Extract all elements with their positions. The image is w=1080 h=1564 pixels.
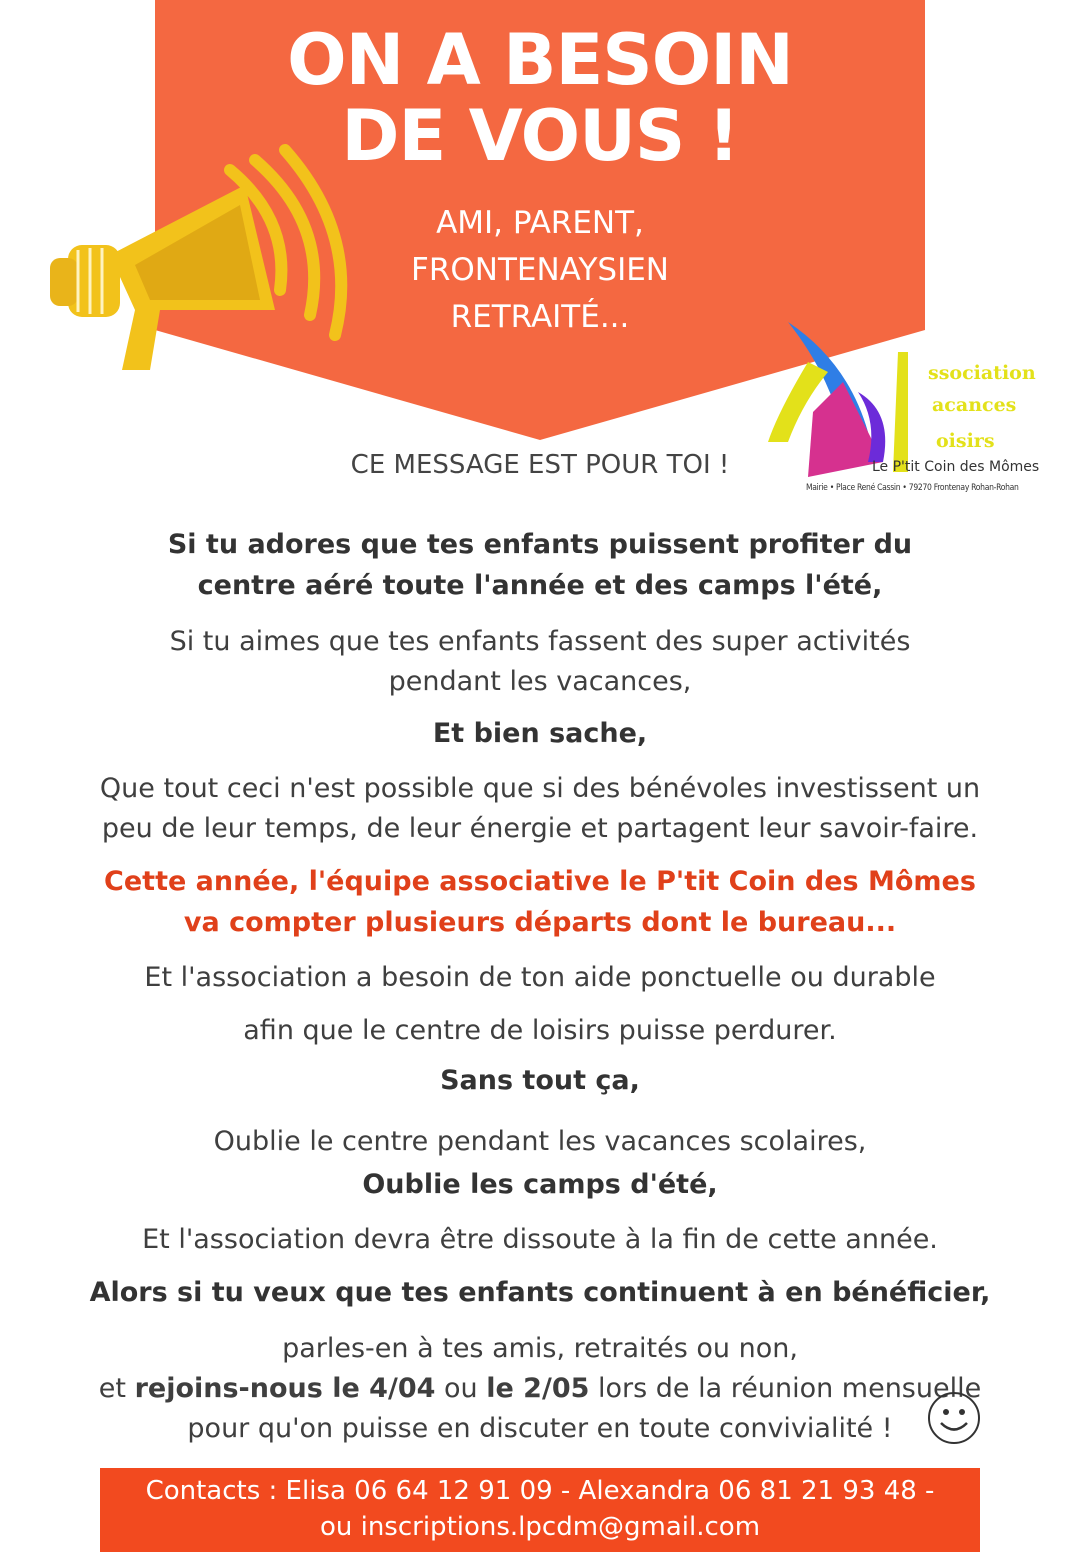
paragraph-1-line-2: centre aéré toute l'année et des camps l'été, bbox=[197, 570, 883, 601]
paragraph-2-line-2: pendant les vacances, bbox=[388, 666, 692, 697]
paragraph-2-line-1: Si tu aimes que tes enfants fassent des super activités bbox=[169, 626, 911, 657]
logo-word-vacances: acances bbox=[932, 394, 1017, 416]
logo-word-association: ssociation bbox=[928, 362, 1036, 384]
paragraph-14 bbox=[0, 1373, 1080, 1404]
paragraph-5-line-1: Cette année, l'équipe associative le P'tit Coin des Mômes bbox=[104, 866, 976, 897]
headline-line1: ON A BESOIN bbox=[287, 19, 793, 101]
paragraph-3: Et bien sache, bbox=[432, 718, 648, 749]
contact-line-1: Contacts : Elisa 06 64 12 91 09 - Alexandra 06 81 21 93 48 - bbox=[145, 1476, 935, 1506]
paragraph-1-line-1: Si tu adores que tes enfants puissent profiter du bbox=[167, 529, 913, 560]
logo-emblem bbox=[758, 322, 918, 482]
logo-address: Mairie • Place René Cassin • 79270 Frontenay Rohan-Rohan bbox=[806, 483, 1019, 493]
paragraph-5-line-2: va compter plusieurs départs dont le bureau... bbox=[183, 907, 897, 938]
smiley-icon bbox=[926, 1390, 982, 1446]
paragraph-7: afin que le centre de loisirs puisse perdurer. bbox=[243, 1015, 837, 1046]
message-line: CE MESSAGE EST POUR TOI ! bbox=[350, 450, 730, 480]
association-logo bbox=[758, 322, 1058, 500]
paragraph-8: Sans tout ça, bbox=[440, 1065, 640, 1096]
contact-line-2: ou inscriptions.lpcdm@gmail.com bbox=[319, 1512, 761, 1542]
logo-name: Le P'tit Coin des Mômes bbox=[872, 459, 1040, 475]
contact-footer bbox=[100, 1468, 980, 1552]
paragraph-14-e: lors de la réunion mensuelle bbox=[589, 1373, 982, 1404]
paragraph-15: pour qu'on puisse en discuter en toute convivialité ! bbox=[187, 1413, 893, 1444]
paragraph-12: Alors si tu veux que tes enfants continuent à en bénéficier, bbox=[89, 1277, 991, 1308]
subtitle-line2: FRONTENAYSIEN bbox=[410, 252, 669, 288]
paragraph-11: Et l'association devra être dissoute à la fin de cette année. bbox=[142, 1224, 938, 1255]
paragraph-4-line-2: peu de leur temps, de leur énergie et partagent leur savoir-faire. bbox=[101, 813, 979, 844]
meeting-date-2: le 2/05 bbox=[486, 1373, 590, 1404]
subtitle-line3: RETRAITÉ... bbox=[450, 299, 630, 335]
paragraph-6: Et l'association a besoin de ton aide ponctuelle ou durable bbox=[144, 962, 936, 993]
paragraph-14-a: et bbox=[98, 1373, 135, 1404]
paragraph-9: Oublie le centre pendant les vacances scolaires, bbox=[213, 1126, 867, 1157]
paragraph-13: parles-en à tes amis, retraités ou non, bbox=[282, 1333, 798, 1364]
meeting-date-1: rejoins-nous le 4/04 bbox=[134, 1373, 436, 1404]
subtitle-line1: AMI, PARENT, bbox=[436, 205, 644, 241]
paragraph-4-line-1: Que tout ceci n'est possible que si des bénévoles investissent un bbox=[99, 773, 981, 804]
paragraph-14-c: ou bbox=[435, 1373, 487, 1404]
headline-line2: DE VOUS ! bbox=[341, 95, 739, 177]
logo-word-loisirs: oisirs bbox=[936, 430, 995, 452]
paragraph-10: Oublie les camps d'été, bbox=[362, 1169, 718, 1200]
